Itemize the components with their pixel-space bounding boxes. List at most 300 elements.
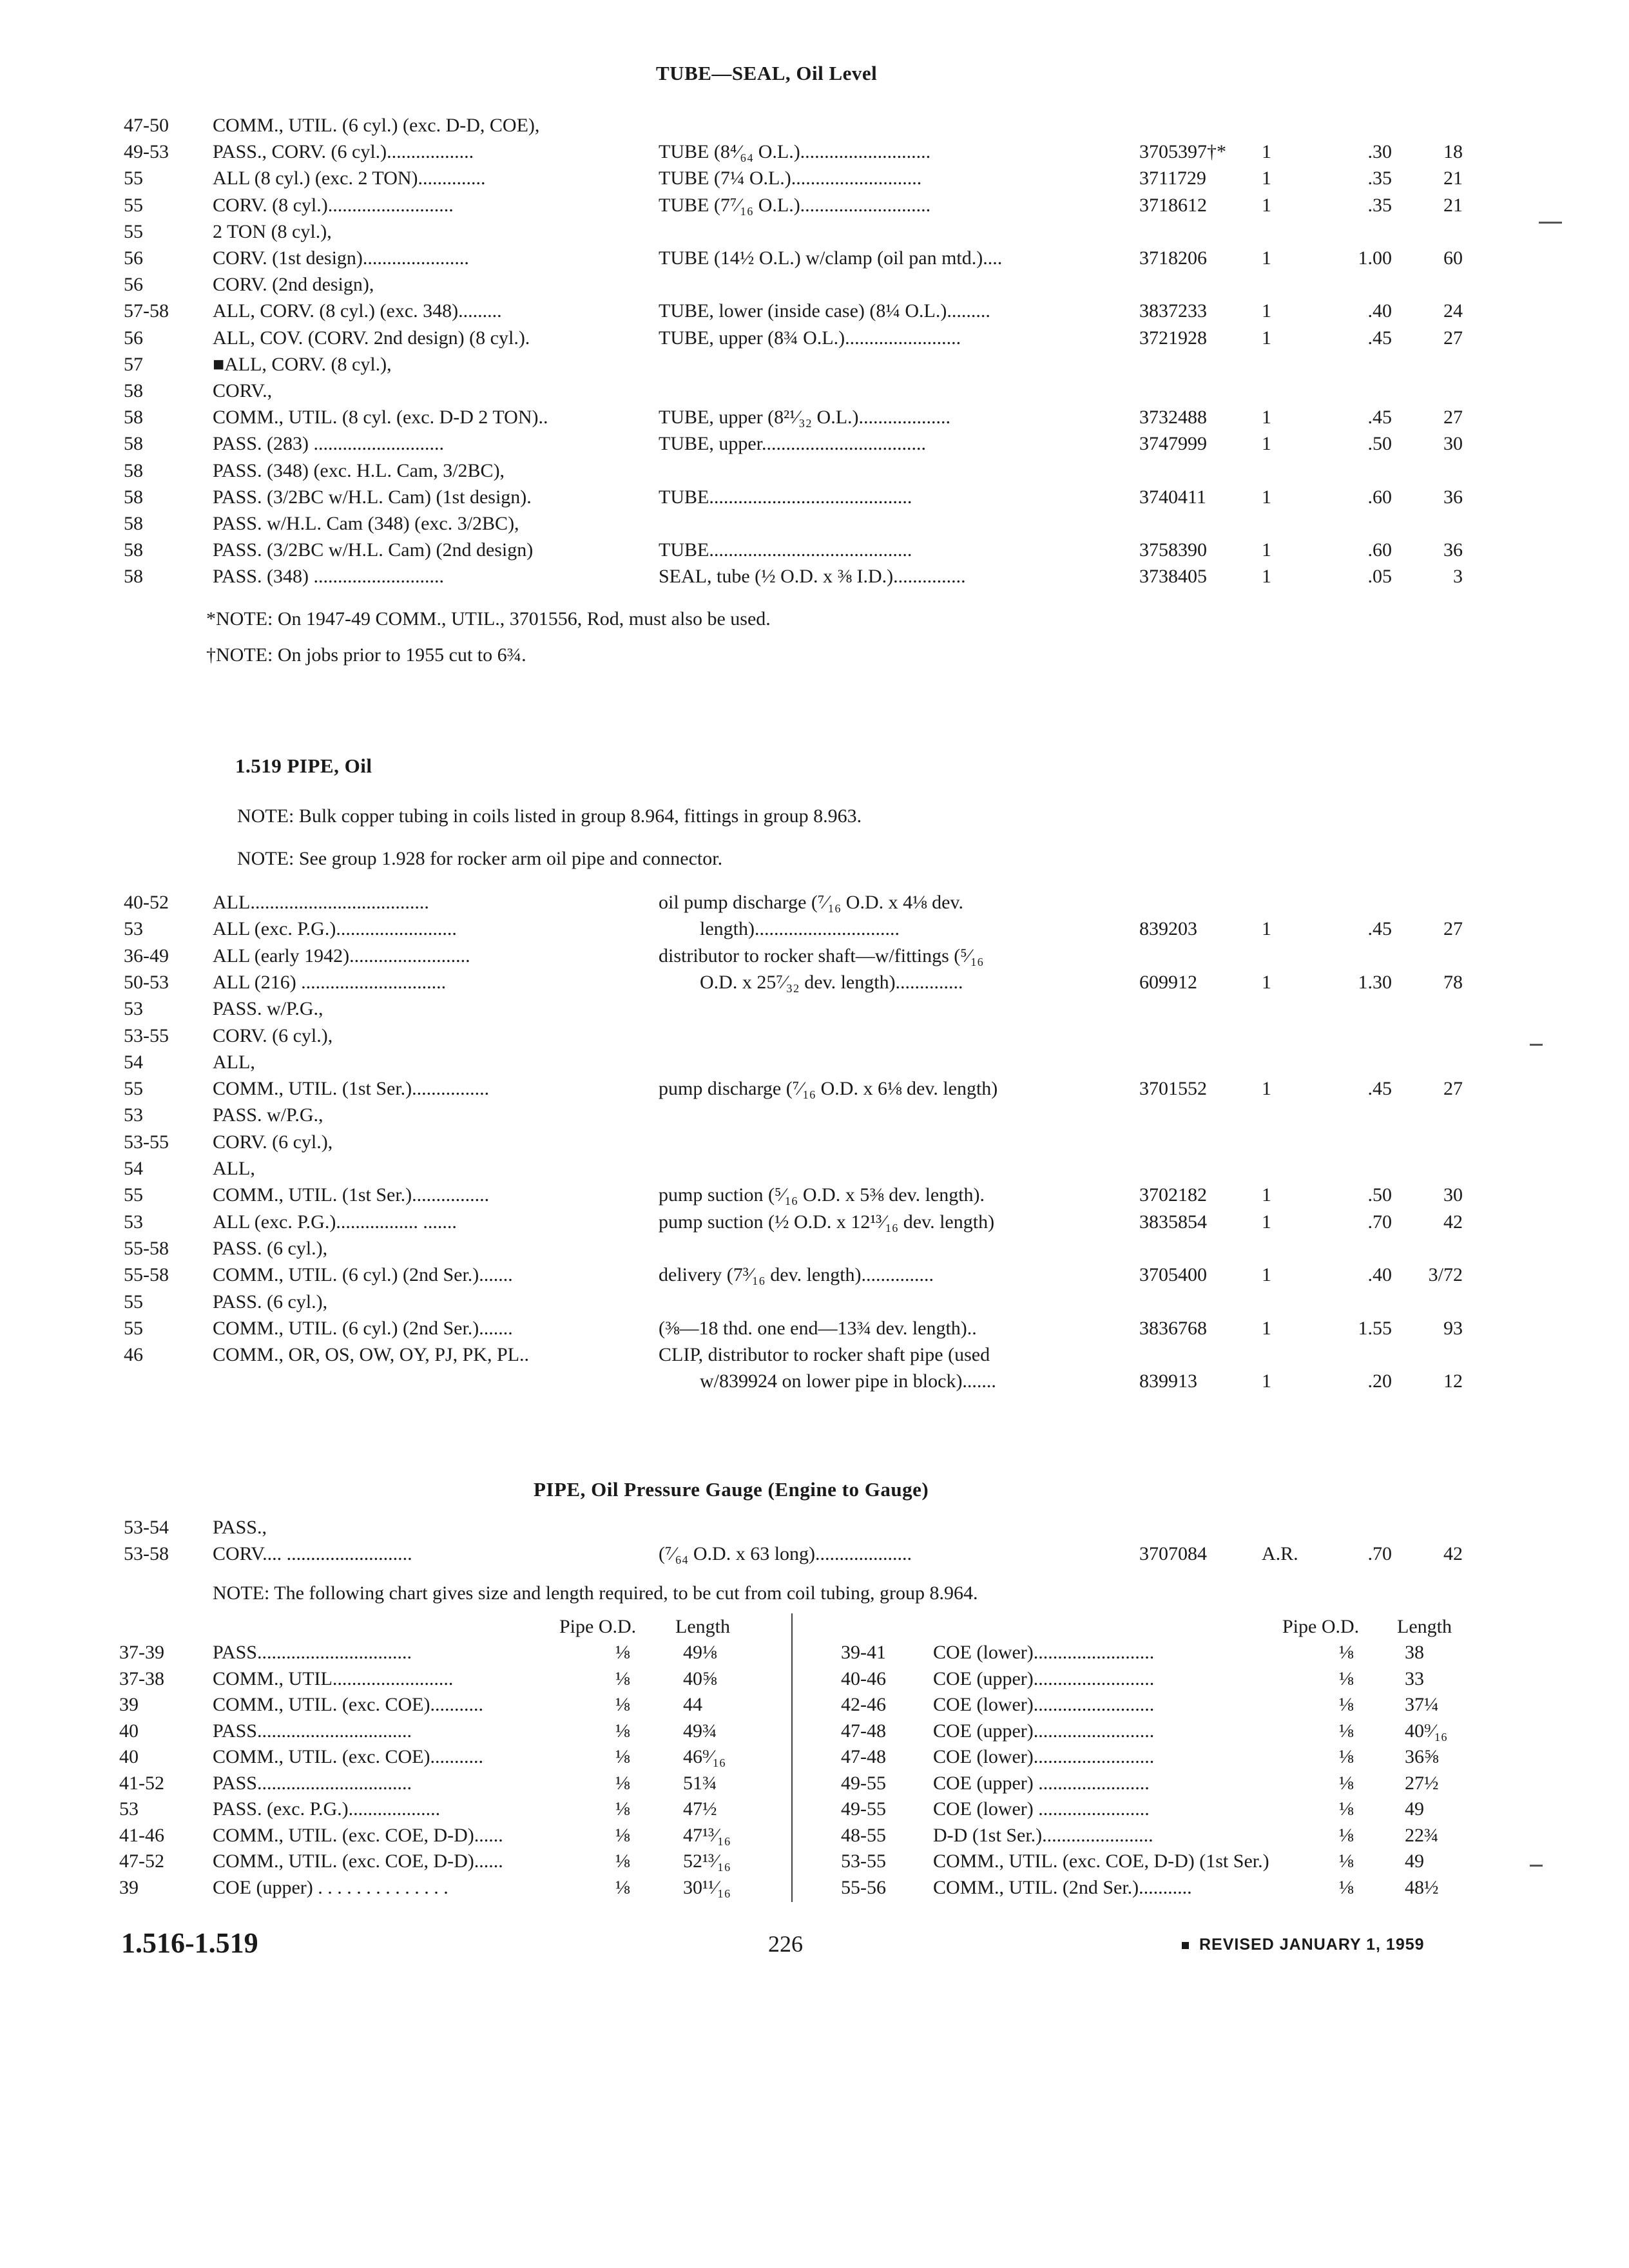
application: ALL (8 cyl.) (exc. 2 TON).............. [213, 168, 486, 189]
price-code: 78 [1443, 971, 1463, 993]
table-row [0, 327, 1629, 354]
length: 40⅝ [683, 1667, 717, 1689]
part-number: 3711729 [1139, 168, 1206, 189]
pipe-od: ⅛ [615, 1772, 630, 1794]
year-range: 58 [124, 380, 143, 401]
footer-section-range: 1.516-1.519 [121, 1927, 258, 1959]
year-range: 58 [124, 513, 143, 534]
length: 44 [683, 1694, 702, 1715]
list-price: .20 [1367, 1370, 1392, 1392]
table-row [0, 1131, 1629, 1158]
left-header-length: Length [675, 1616, 730, 1637]
year-range: 58 [124, 407, 143, 428]
application: ALL, COV. (CORV. 2nd design) (8 cyl.). [213, 327, 530, 349]
part-number: 3718206 [1139, 247, 1207, 269]
description: TUBE.......................................... [659, 486, 912, 508]
list-price: .35 [1367, 168, 1392, 189]
table-row [0, 1238, 1629, 1264]
application: ■ALL, CORV. (8 cyl.), [213, 353, 392, 375]
description: TUBE (14½ O.L.) w/clamp (oil pan mtd.).... [659, 247, 1003, 269]
application: CORV. (6 cyl.), [213, 1131, 333, 1153]
description: distributor to rocker shaft—w/fittings (⁵⁄₁₆ [659, 945, 984, 966]
note-coil-tubing-chart: NOTE: The following chart gives size and length required, to be cut from coil tubing, group 8.964. [213, 1582, 978, 1604]
pipe-od: ⅛ [615, 1746, 630, 1767]
table-row [0, 1078, 1629, 1104]
application: COMM., UTIL. (1st Ser.)................ [213, 1078, 490, 1100]
year-range: 49-53 [124, 141, 169, 163]
application: PASS., [213, 1517, 267, 1538]
application: CORV. (1st design)...................... [213, 247, 469, 269]
note-bulk-tubing: NOTE: Bulk copper tubing in coils listed in group 8.964, fittings in group 8.963. [237, 805, 862, 827]
application: PASS. w/P.G., [213, 998, 323, 1020]
part-number: 3718612 [1139, 194, 1207, 216]
year-range: 41-46 [119, 1824, 164, 1846]
chart-row [0, 1798, 1629, 1824]
part-number: 839203 [1139, 918, 1197, 940]
year-range: 56 [124, 327, 143, 349]
application: CORV. (8 cyl.).......................... [213, 194, 454, 216]
price-code: 42 [1443, 1543, 1463, 1564]
pipe-od: ⅛ [615, 1876, 630, 1898]
year-range: 40 [119, 1720, 139, 1742]
table-row [0, 460, 1629, 486]
quantity: 1 [1262, 1184, 1271, 1206]
price-code: 93 [1443, 1317, 1463, 1339]
chart-row [0, 1694, 1629, 1720]
year-range: 54 [124, 1051, 143, 1073]
description: CLIP, distributor to rocker shaft pipe (used [659, 1344, 990, 1366]
year-range: 55 [124, 220, 143, 242]
list-price: 1.55 [1358, 1317, 1392, 1339]
list-price: .35 [1367, 194, 1392, 216]
quantity: 1 [1262, 1211, 1271, 1233]
price-code: 3/72 [1428, 1264, 1463, 1286]
application: PASS., CORV. (6 cyl.).................. [213, 141, 474, 163]
application: PASS. (6 cyl.), [213, 1237, 328, 1259]
description: pump discharge (⁷⁄₁₆ O.D. x 6⅛ dev. length) [659, 1078, 998, 1100]
year-range: 47-50 [124, 115, 169, 136]
note-cut-length: †NOTE: On jobs prior to 1955 cut to 6¾. [206, 644, 526, 666]
quantity: 1 [1262, 1370, 1271, 1392]
list-price: .50 [1367, 1184, 1392, 1206]
table-row [0, 1025, 1629, 1052]
price-code: 42 [1443, 1211, 1463, 1233]
pipe-od: ⅛ [1339, 1824, 1354, 1846]
length: 47½ [683, 1798, 717, 1820]
application: COE (lower)......................... [933, 1746, 1155, 1767]
year-range: 55-58 [124, 1264, 169, 1286]
year-range: 53-58 [124, 1543, 169, 1564]
application: COE (lower) ....................... [933, 1798, 1150, 1820]
length: 36⅝ [1405, 1746, 1439, 1767]
year-range: 55-56 [841, 1876, 886, 1898]
table-row [0, 513, 1629, 539]
application: PASS. (6 cyl.), [213, 1291, 328, 1312]
application: ALL, [213, 1051, 255, 1073]
part-number: 3702182 [1139, 1184, 1207, 1206]
part-number: 3740411 [1139, 486, 1206, 508]
section-title-pipe-oil: 1.519 PIPE, Oil [235, 754, 372, 777]
right-header-od: Pipe O.D. [1282, 1616, 1360, 1637]
quantity: 1 [1262, 566, 1271, 588]
year-range: 55 [124, 1291, 143, 1312]
part-number: 839913 [1139, 1370, 1197, 1392]
price-code: 27 [1443, 407, 1463, 428]
part-number: 3707084 [1139, 1543, 1207, 1564]
part-number: 3747999 [1139, 433, 1207, 455]
table-row [0, 1370, 1629, 1397]
pipe-od: ⅛ [615, 1850, 630, 1872]
table-row [0, 945, 1629, 972]
table-row [0, 1264, 1629, 1291]
year-range: 46 [124, 1344, 143, 1366]
application: ALL, CORV. (8 cyl.) (exc. 348)......... [213, 300, 502, 322]
quantity: 1 [1262, 486, 1271, 508]
application: PASS................................ [213, 1772, 412, 1794]
year-range: 58 [124, 539, 143, 561]
right-header-length: Length [1397, 1616, 1452, 1637]
part-number: 3836768 [1139, 1317, 1207, 1339]
year-range: 57 [124, 353, 143, 375]
quantity: 1 [1262, 1317, 1271, 1339]
pipe-od: ⅛ [1339, 1720, 1354, 1742]
table-row [0, 300, 1629, 327]
application: COE (lower)......................... [933, 1642, 1155, 1663]
year-range: 42-46 [841, 1694, 886, 1715]
table-row [0, 433, 1629, 459]
length: 30¹¹⁄₁₆ [683, 1876, 731, 1898]
application: PASS. w/H.L. Cam (348) (exc. 3/2BC), [213, 513, 519, 534]
table-row [0, 1184, 1629, 1211]
year-range: 53 [119, 1798, 139, 1820]
table-row [0, 407, 1629, 433]
price-code: 27 [1443, 327, 1463, 349]
year-range: 39 [119, 1876, 139, 1898]
year-range: 58 [124, 486, 143, 508]
description: TUBE, upper.................................. [659, 433, 926, 455]
part-number: 609912 [1139, 971, 1197, 993]
length: 47¹³⁄₁₆ [683, 1824, 731, 1846]
application: CORV., [213, 380, 273, 401]
year-range: 55 [124, 1184, 143, 1206]
year-range: 56 [124, 274, 143, 296]
quantity: 1 [1262, 407, 1271, 428]
table-row [0, 1211, 1629, 1238]
description: pump suction (½ O.D. x 12¹³⁄₁₆ dev. length) [659, 1211, 995, 1233]
price-code: 27 [1443, 1078, 1463, 1100]
section-title-tube-seal: TUBE—SEAL, Oil Level [656, 62, 878, 84]
pipe-od: ⅛ [615, 1824, 630, 1846]
pipe-od: ⅛ [615, 1642, 630, 1663]
list-price: .45 [1367, 327, 1392, 349]
description: O.D. x 25⁷⁄₃₂ dev. length).............. [700, 971, 963, 993]
quantity: 1 [1262, 971, 1271, 993]
price-code: 27 [1443, 918, 1463, 940]
pipe-od: ⅛ [615, 1720, 630, 1742]
description: TUBE.......................................... [659, 539, 912, 561]
application: PASS. (348) (exc. H.L. Cam, 3/2BC), [213, 459, 505, 481]
table-row [0, 221, 1629, 247]
quantity: 1 [1262, 194, 1271, 216]
price-code: 60 [1443, 247, 1463, 269]
revision-text: REVISED JANUARY 1, 1959 [1199, 1936, 1425, 1954]
part-number: 3835854 [1139, 1211, 1207, 1233]
year-range: 39-41 [841, 1642, 886, 1663]
application: PASS. (348) ........................... [213, 566, 444, 588]
year-range: 49-55 [841, 1772, 886, 1794]
description: length).............................. [700, 918, 900, 940]
chart-row [0, 1850, 1629, 1876]
application: ALL, [213, 1158, 255, 1179]
list-price: .70 [1367, 1211, 1392, 1233]
description: pump suction (⁵⁄₁₆ O.D. x 5⅜ dev. length). [659, 1184, 985, 1206]
note-rocker-arm: NOTE: See group 1.928 for rocker arm oil pipe and connector. [237, 848, 723, 869]
application: PASS. (3/2BC w/H.L. Cam) (2nd design) [213, 539, 534, 561]
application: COE (upper)......................... [933, 1667, 1155, 1689]
table-row [0, 539, 1629, 566]
length: 46⁹⁄₁₆ [683, 1746, 726, 1767]
quantity: 1 [1262, 433, 1271, 455]
table-row [0, 380, 1629, 407]
year-range: 58 [124, 459, 143, 481]
quantity: 1 [1262, 539, 1271, 561]
list-price: .40 [1367, 300, 1392, 322]
table-row [0, 972, 1629, 998]
application: COE (lower)......................... [933, 1694, 1155, 1715]
year-range: 47-48 [841, 1720, 886, 1742]
table-row [0, 247, 1629, 274]
chart-row [0, 1720, 1629, 1746]
application: COE (upper)......................... [933, 1720, 1155, 1742]
year-range: 40-46 [841, 1667, 886, 1689]
revision-date [1182, 1936, 1425, 1954]
table-row [0, 566, 1629, 592]
price-code: 12 [1443, 1370, 1463, 1392]
description: w/839924 on lower pipe in block)....... [700, 1370, 996, 1392]
year-range: 58 [124, 566, 143, 588]
list-price: .05 [1367, 566, 1392, 588]
description: (⅜—18 thd. one end—13¾ dev. length).. [659, 1317, 977, 1339]
pipe-od: ⅛ [1339, 1746, 1354, 1767]
application: ALL..................................... [213, 892, 429, 913]
application: COMM., UTIL. (2nd Ser.)........... [933, 1876, 1192, 1898]
length: 22¾ [1405, 1824, 1439, 1846]
table-row [0, 1318, 1629, 1344]
table-row [0, 998, 1629, 1024]
year-range: 50-53 [124, 971, 169, 993]
quantity: 1 [1262, 918, 1271, 940]
section-title-pressure-gauge: PIPE, Oil Pressure Gauge (Engine to Gauge) [534, 1478, 929, 1501]
length: 51¾ [683, 1772, 717, 1794]
year-range: 41-52 [119, 1772, 164, 1794]
list-price: .60 [1367, 486, 1392, 508]
price-code: 30 [1443, 433, 1463, 455]
table-row [0, 1291, 1629, 1318]
application: COMM., UTIL. (1st Ser.)................ [213, 1184, 490, 1206]
price-code: 36 [1443, 486, 1463, 508]
pipe-od: ⅛ [615, 1798, 630, 1820]
table-row [0, 1104, 1629, 1131]
year-range: 53 [124, 918, 143, 940]
table-row [0, 1052, 1629, 1078]
application: COMM., UTIL. (6 cyl.) (exc. D-D, COE), [213, 115, 540, 136]
table-row [0, 1344, 1629, 1370]
chart-row [0, 1746, 1629, 1772]
description: TUBE, upper (8²¹⁄₃₂ O.L.)................... [659, 407, 951, 428]
year-range: 53-54 [124, 1517, 169, 1538]
description: TUBE, upper (8¾ O.L.)........................ [659, 327, 961, 349]
table-row [0, 1543, 1629, 1570]
quantity: 1 [1262, 1264, 1271, 1286]
application: COE (upper) . . . . . . . . . . . . . . [213, 1876, 448, 1898]
table-row [0, 141, 1629, 168]
application: COMM., UTIL. (exc. COE, D-D)...... [213, 1824, 503, 1846]
margin-mark [1539, 222, 1562, 224]
year-range: 56 [124, 247, 143, 269]
application: PASS................................ [213, 1720, 412, 1742]
application: PASS. w/P.G., [213, 1104, 323, 1126]
length: 48½ [1405, 1876, 1439, 1898]
list-price: .60 [1367, 539, 1392, 561]
length: 40⁹⁄₁₆ [1405, 1720, 1448, 1742]
description: (⁷⁄₆₄ O.D. x 63 long).................... [659, 1543, 912, 1564]
part-number: 3705397†* [1139, 141, 1226, 163]
quantity: A.R. [1262, 1543, 1298, 1564]
application: COMM., UTIL. (exc. COE, D-D)...... [213, 1850, 503, 1872]
pipe-od: ⅛ [1339, 1850, 1354, 1872]
year-range: 39 [119, 1694, 139, 1715]
chart-row [0, 1668, 1629, 1694]
list-price: .50 [1367, 433, 1392, 455]
year-range: 37-38 [119, 1667, 164, 1689]
application: PASS................................ [213, 1642, 412, 1663]
year-range: 48-55 [841, 1824, 886, 1846]
price-code: 21 [1443, 168, 1463, 189]
price-code: 24 [1443, 300, 1463, 322]
year-range: 53 [124, 998, 143, 1020]
margin-mark [1530, 1044, 1543, 1046]
application: PASS. (exc. P.G.)................... [213, 1798, 441, 1820]
price-code: 36 [1443, 539, 1463, 561]
application: COMM., OR, OS, OW, OY, PJ, PK, PL.. [213, 1344, 529, 1366]
part-number: 3721928 [1139, 327, 1207, 349]
list-price: 1.30 [1358, 971, 1392, 993]
quantity: 1 [1262, 168, 1271, 189]
application: COE (upper) ....................... [933, 1772, 1150, 1794]
description: delivery (7³⁄₁₆ dev. length)............... [659, 1264, 934, 1286]
list-price: .45 [1367, 918, 1392, 940]
part-number: 3705400 [1139, 1264, 1207, 1286]
price-code: 30 [1443, 1184, 1463, 1206]
quantity: 1 [1262, 1078, 1271, 1100]
year-range: 53 [124, 1104, 143, 1126]
list-price: 1.00 [1358, 247, 1392, 269]
quantity: 1 [1262, 327, 1271, 349]
table-row [0, 274, 1629, 300]
year-range: 49-55 [841, 1798, 886, 1820]
pipe-od: ⅛ [1339, 1642, 1354, 1663]
part-number: 3732488 [1139, 407, 1207, 428]
list-price: .30 [1367, 141, 1392, 163]
year-range: 36-49 [124, 945, 169, 966]
description: TUBE (8⁴⁄₆₄ O.L.)........................... [659, 141, 931, 163]
list-price: .45 [1367, 407, 1392, 428]
length: 37¼ [1405, 1694, 1439, 1715]
part-number: 3738405 [1139, 566, 1207, 588]
length: 49¾ [683, 1720, 717, 1742]
chart-row [0, 1877, 1629, 1903]
application: ALL (early 1942)......................... [213, 945, 470, 966]
list-price: .45 [1367, 1078, 1392, 1100]
quantity: 1 [1262, 141, 1271, 163]
application: COMM., UTIL......................... [213, 1667, 454, 1689]
application: ALL (exc. P.G.)................. ....... [213, 1211, 457, 1233]
year-range: 55-58 [124, 1237, 169, 1259]
part-number: 3701552 [1139, 1078, 1207, 1100]
year-range: 53 [124, 1211, 143, 1233]
application: PASS. (283) ........................... [213, 433, 444, 455]
table-row [0, 115, 1629, 141]
price-code: 3 [1453, 566, 1463, 588]
year-range: 40-52 [124, 892, 169, 913]
description: TUBE, lower (inside case) (8¼ O.L.)......... [659, 300, 990, 322]
quantity: 1 [1262, 247, 1271, 269]
year-range: 54 [124, 1158, 143, 1179]
length: 38 [1405, 1642, 1424, 1663]
pipe-od: ⅛ [1339, 1694, 1354, 1715]
year-range: 55 [124, 1078, 143, 1100]
page-number: 226 [768, 1931, 803, 1957]
pipe-od: ⅛ [1339, 1798, 1354, 1820]
year-range: 40 [119, 1746, 139, 1767]
application: COMM., UTIL. (exc. COE)........... [213, 1746, 483, 1767]
length: 49 [1405, 1850, 1424, 1872]
table-row [0, 486, 1629, 513]
year-range: 47-52 [119, 1850, 164, 1872]
application: COMM., UTIL. (6 cyl.) (2nd Ser.)....... [213, 1317, 513, 1339]
application: PASS. (3/2BC w/H.L. Cam) (1st design). [213, 486, 532, 508]
year-range: 37-39 [119, 1642, 164, 1663]
quantity: 1 [1262, 300, 1271, 322]
margin-mark [1530, 1865, 1543, 1867]
application: ALL (216) .............................. [213, 971, 447, 993]
application: COMM., UTIL. (6 cyl.) (2nd Ser.)....... [213, 1264, 513, 1286]
table-row [0, 1158, 1629, 1184]
list-price: .70 [1367, 1543, 1392, 1564]
application: ALL (exc. P.G.)......................... [213, 918, 457, 940]
year-range: 55 [124, 168, 143, 189]
length: 49 [1405, 1798, 1424, 1820]
application: D-D (1st Ser.)....................... [933, 1824, 1153, 1846]
chart-row [0, 1773, 1629, 1798]
length: 49⅛ [683, 1642, 717, 1663]
application: COMM., UTIL. (exc. COE)........... [213, 1694, 483, 1715]
pipe-od: ⅛ [615, 1667, 630, 1689]
application: 2 TON (8 cyl.), [213, 220, 332, 242]
year-range: 55 [124, 1317, 143, 1339]
year-range: 57-58 [124, 300, 169, 322]
price-code: 21 [1443, 194, 1463, 216]
part-number: 3758390 [1139, 539, 1207, 561]
part-number: 3837233 [1139, 300, 1207, 322]
year-range: 53-55 [841, 1850, 886, 1872]
note-rod: *NOTE: On 1947-49 COMM., UTIL., 3701556, Rod, must also be used. [206, 608, 771, 629]
description: TUBE (7⁷⁄₁₆ O.L.)........................... [659, 194, 931, 216]
chart-row [0, 1642, 1629, 1667]
application: CORV. (6 cyl.), [213, 1024, 333, 1046]
pipe-od: ⅛ [615, 1694, 630, 1715]
year-range: 53-55 [124, 1024, 169, 1046]
